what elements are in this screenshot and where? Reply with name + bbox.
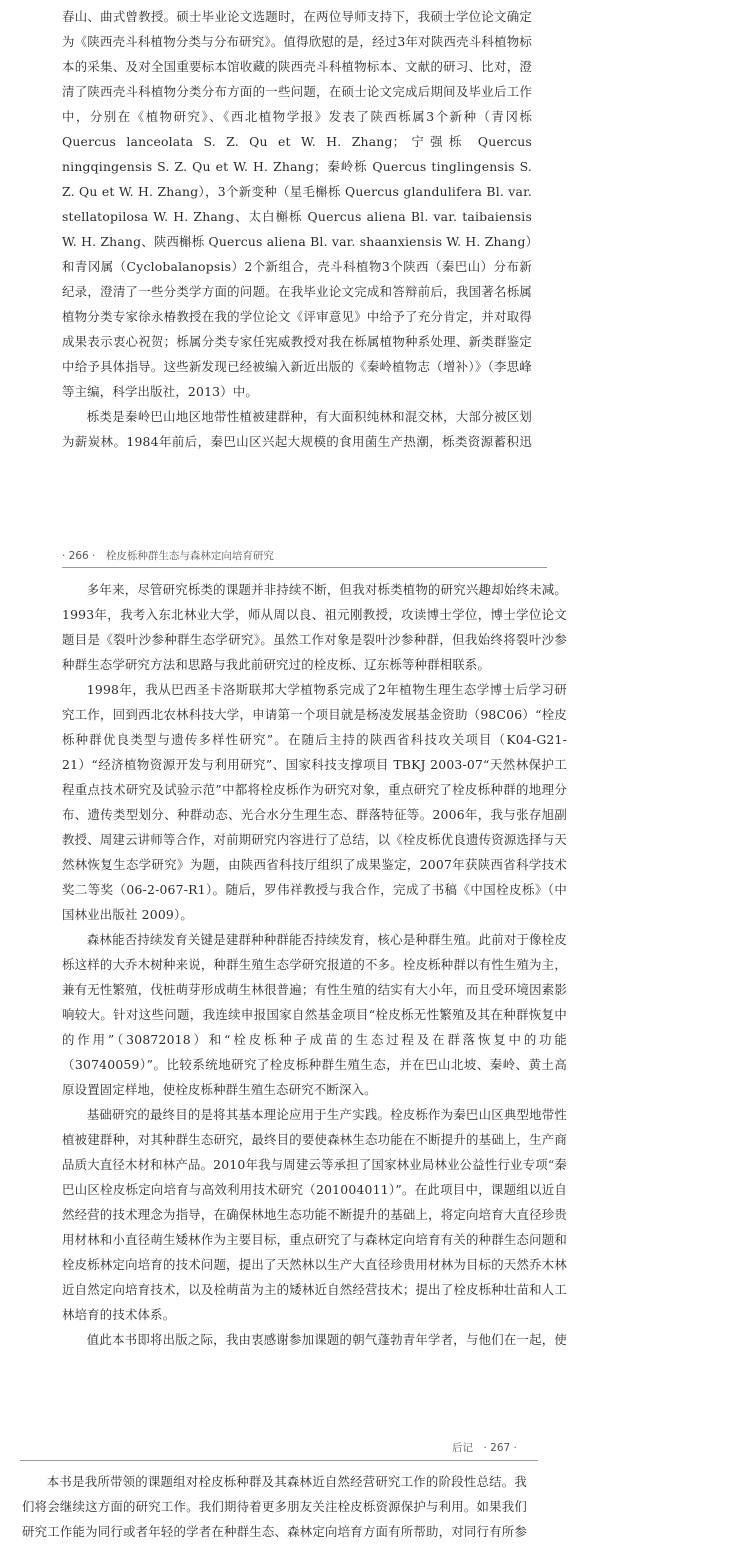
header-rule — [20, 1460, 538, 1461]
paragraph: 春山、曲式曾教授。硕士毕业论文选题时，在两位导师支持下，我硕士学位论文确定为《陕西壳斗科植物分类与分布研究》。值得欣慰的是，经过3年对陕西壳斗科植物标本的采集、及对全国重要标本馆收藏的陕西壳斗科植物标本、文献的研习、比对，澄清了陕西壳斗科植物分类分布方面的一些问题，在硕士论文完成后期间及毕业后工作中，分别在《植物研究》、《西北植物学报》发表了陕西栎属3个新种（青冈栎 Quercus lanceolata S. Z. Qu et W. H. Zhang；宁强栎 Quercus ningqingensis S. Z. Qu et W. H. Zhang；秦岭栎 Quercus tinglingensis S. Z. Qu et W. H. Zhang），3个新变种（星毛槲栎 Quercus glandulifera Bl. var. stellatopilosa W. H. Zhang、太白槲栎 Quercus aliena Bl. var. taibaiensis W. H. Zhang、陕西槲栎 Quercus aliena Bl. var. shaanxiensis W. H. Zhang）和青冈属（Cyclobalanopsis）2个新组合，壳斗科植物3个陕西（秦巴山）分布新纪录，澄清了一些分类学方面的问题。在我毕业论文完成和答辩前后，我国著名栎属植物分类专家徐永椿教授在我的学位论文《评审意见》中给予了充分肯定，并对取得成果表示衷心祝贺；栎属分类专家任宪威教授对我在栎属植物种系处理、新类群鉴定中给予具体指导。这些新发现已经被编入新近出版的《秦岭植物志（增补）》（李思峰等主编，科学出版社，2013）中。 — [62, 9, 532, 399]
paragraph: 基础研究的最终目的是将其基本理论应用于生产实践。栓皮栎作为秦巴山区典型地带性植被建群种，对其种群生态研究，最终目的要使森林生态功能在不断提升的基础上，生产商品质大直径木材和林产品。2010年我与周建云等承担了国家林业局林业公益性行业专项“秦巴山区栓皮栎定向培育与高效利用技术研究（201004011）”。在此项目中，课题组以近自然经营的技术理念为指导，在确保林地生态功能不断提升的基础上，将定向培育大直径珍贵用材林和小直径萌生矮林作为主要目标，重点研究了与森林定向培育有关的种群生态问题和栓皮栎林定向培育的技术问题，提出了天然林以生产大直径珍贵用材林为目标的天然乔木林近自然定向培育技术，以及栓萌苗为主的矮林近自然经营技术；提出了栓皮栎种壮苗和人工林培育的技术体系。 — [62, 1107, 567, 1322]
header-rule — [62, 567, 547, 568]
paragraph: 多年来，尽管研究栎类的课题并非持续不断，但我对栎类植物的研究兴趣却始终未减。1993年，我考入东北林业大学，师从周以良、祖元刚教授，攻读博士学位，博士学位论文题目是《裂叶沙参种群生态学研究》。虽然工作对象是裂叶沙参种群，但我始终将裂叶沙参种群生态学研究方法和思路与我此前研究过的栓皮栎、辽东栎等种群相联系。 — [62, 582, 567, 672]
paragraph: 1998年，我从巴西圣卡洛斯联邦大学植物系完成了2年植物生理生态学博士后学习研究工作，回到西北农林科技大学，申请第一个项目就是杨凌发展基金资助（98C06）“栓皮栎种群优良类型与遗传多样性研究”。在随后主持的陕西省科技攻关项目（K04-G21-21）“经济植物资源开发与利用研究”、国家科技支撑项目 TBKJ 2003-07“天然林保护工程重点技术研究及试验示范”中都将栓皮栎作为研究对象，重点研究了栓皮栎种群的地理分布、遗传类型划分、种群动态、光合水分生理生态、群落特征等。2006年，我与张存旭副教授、周建云讲师等合作，对前期研究内容进行了总结，以《栓皮栎优良遗传资源选择与天然林恢复生态学研究》为题，由陕西省科技厅组织了成果鉴定，2007年获陕西省科学技术奖二等奖（06-2-067-R1）。随后，罗伟祥教授与我合作，完成了书稿《中国栓皮栎》（中国林业出版社 2009）。 — [62, 682, 567, 922]
paragraph: 本书是我所带领的课题组对栓皮栎种群及其森林近自然经营研究工作的阶段性总结。我们将会继续这方面的研究工作。我们期待着更多朋友关注栓皮栎资源保护与利用。如果我们研究工作能为同行或者年轻的学者在种群生态、森林定向培育方面有所帮助，对同行有所参 — [22, 1474, 527, 1539]
page-267-body — [22, 1469, 527, 1546]
page-265-body — [62, 4, 532, 449]
page-266-body — [62, 577, 567, 1347]
paragraph: 值此本书即将出版之际，我由衷感谢参加课题的朝气蓬勃青年学者，与他们在一起，使 — [86, 1332, 567, 1347]
running-header-266: · 266 · 栓皮栎种群生态与森林定向培育研究 — [62, 550, 274, 562]
paragraph: 森林能否持续发育关键是建群种种群能否持续发育，核心是种群生殖。此前对于像栓皮栎这样的大乔木树种来说，种群生殖生态学研究报道的不多。栓皮栎种群以有性生殖为主，兼有无性繁殖，伐桩萌芽形成萌生林很普遍；有性生殖的结实有大小年，而且受环境因素影响较大。针对这些问题，我连续申报国家自然基金项目“栓皮栎无性繁殖及其在种群恢复中的作用”（30872018）和“栓皮栎种子成苗的生态过程及在群落恢复中的功能（30740059）”。比较系统地研究了栓皮栎种群生殖生态，并在巴山北坡、秦岭、黄土高原设置固定样地，使栓皮栎种群生殖生态研究不断深入。 — [62, 932, 567, 1097]
running-header-267: 后记 · 267 · — [452, 1442, 517, 1454]
paragraph: 栎类是秦岭巴山地区地带性植被建群种，有大面积纯林和混交林，大部分被区划为薪炭林。1984年前后，秦巴山区兴起大规模的食用菌生产热潮，栎类资源蓄积迅 — [62, 409, 532, 449]
